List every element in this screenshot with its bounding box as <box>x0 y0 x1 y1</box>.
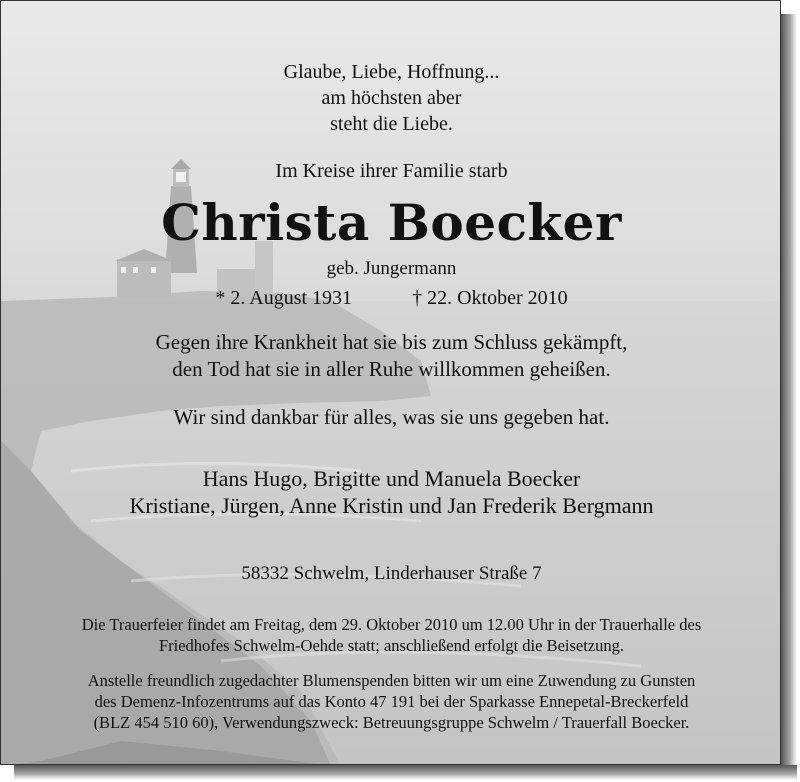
funeral-line: Friedhofes Schwelm-Oehde statt; anschließend erfolgt die Beisetzung. <box>158 636 625 655</box>
life-dates <box>1 287 781 310</box>
notice-text <box>1 1 781 765</box>
donation-line: des Demenz-Infozentrums auf das Konto 47 191 bei der Sparkasse Ennepetal-Breckerfeld <box>94 692 689 711</box>
tribute-line: den Tod hat sie in aller Ruhe willkommen geheißen. <box>172 357 611 381</box>
donation-line: (BLZ 454 510 60), Verwendungszweck: Betreuungsgruppe Schwelm / Trauerfall Boecker. <box>93 713 690 732</box>
motto-line: steht die Liebe. <box>330 113 453 135</box>
motto-line: Glaube, Liebe, Hoffnung... <box>283 61 500 83</box>
thanks-text: Wir sind dankbar für alles, was sie uns gegeben hat. <box>173 405 610 429</box>
donation-line: Anstelle freundlich zugedachter Blumenspenden bitten wir um eine Zuwendung zu Gunsten <box>87 671 696 690</box>
deceased-name: Christa Boecker <box>161 193 622 252</box>
family-line: Hans Hugo, Brigitte und Manuela Boecker <box>202 466 581 491</box>
birth-date: * 2. August 1931 <box>215 287 353 309</box>
family-line: Kristiane, Jürgen, Anne Kristin und Jan Frederik Bergmann <box>129 493 654 518</box>
motto-line: am höchsten aber <box>321 87 462 109</box>
frame-shadow-right <box>781 14 797 778</box>
funeral-line: Die Trauerfeier findet am Freitag, dem 29. Oktober 2010 um 12.00 Uhr in der Trauerhalle des <box>81 615 702 634</box>
intro-text: Im Kreise ihrer Familie starb <box>275 160 508 182</box>
death-date: † 22. Oktober 2010 <box>412 287 568 309</box>
frame-shadow-bottom <box>14 765 797 780</box>
birth-name: geb. Jungermann <box>326 258 457 279</box>
family-address: 58332 Schwelm, Linderhauser Straße 7 <box>241 563 542 584</box>
tribute-line: Gegen ihre Krankheit hat sie bis zum Schluss gekämpft, <box>155 330 628 354</box>
